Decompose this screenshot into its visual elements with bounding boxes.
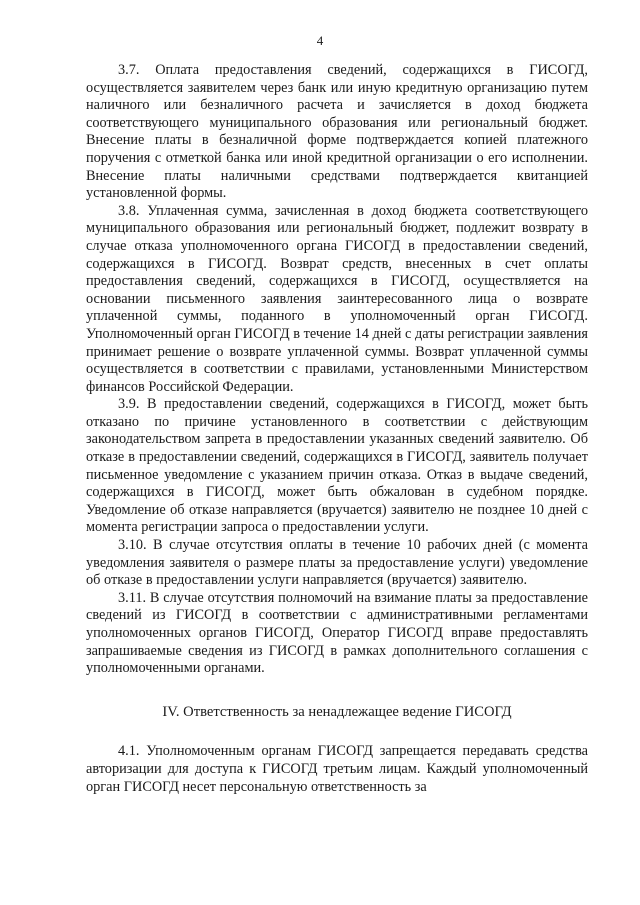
paragraph-3-8: 3.8. Уплаченная сумма, зачисленная в доход бюджета соответствующего муниципального образования или региональный бюджет, подлежит возврату в случае отказа уполномоченного органа ГИСОГД в предоставлении сведений, содержащихся в ГИСОГД. Возврат средств, внесенных в счет оплаты предоставления сведений, содержащихся в ГИСОГД, осуществляется на основании письменного заявления заинтересованного лица о возврате уплаченной суммы, поданного в уполномоченный орган ГИСОГД. Уполномоченный орган ГИСОГД в течение 14 дней с даты регистрации заявления принимает решение о возврате уплаченной суммы. Возврат уплаченной суммы осуществляется в соответствии с правилами, установленными Министерством финансов Российской Федерации. [86, 202, 588, 395]
paragraph-3-10: 3.10. В случае отсутствия оплаты в течение 10 рабочих дней (с момента уведомления заявителя о размере платы за предоставление услуги) уведомление об отказе в предоставлении услуги направляется (вручается) заявителю. [86, 537, 588, 589]
section-heading: IV. Ответственность за ненадлежащее ведение ГИСОГД [162, 703, 512, 720]
paragraph-3-9: 3.9. В предоставлении сведений, содержащихся в ГИСОГД, может быть отказано по причине установленного в соответствии с действующим законодательством запрета в предоставлении указанных сведений заявителю. Об отказе в предоставлении сведений, содержащихся в ГИСОГД, заявитель получает письменное уведомление с указанием причин отказа. Отказ в выдаче сведений, содержащихся в ГИСОГД, может быть обжалован в судебном порядке. Уведомление об отказе направляется (вручается) заявителю не позднее 10 дней с момента регистрации запроса о предоставлении услуги. [86, 396, 588, 536]
paragraph-4-1: 4.1. Уполномоченным органам ГИСОГД запрещается передавать средства авторизации для доступа к ГИСОГД третьим лицам. Каждый уполномоченный орган ГИСОГД несет персональную ответственность за [86, 743, 588, 795]
paragraph-3-11: 3.11. В случае отсутствия полномочий на взимание платы за предоставление сведений из ГИСОГД в соответствии с административными регламентами уполномоченных органов ГИСОГД, Оператор ГИСОГД вправе предоставлять запрашиваемые сведения из ГИСОГД в рамках дополнительного соглашения с уполномоченными органами. [86, 589, 588, 677]
page-number: 4 [316, 33, 324, 48]
document-body [86, 62, 588, 796]
paragraph-3-7: 3.7. Оплата предоставления сведений, содержащихся в ГИСОГД, осуществляется заявителем через банк или иную кредитную организацию путем наличного или безналичного расчета и зачисляется в доход бюджета соответствующего муниципального образования или региональный бюджет. Внесение платы в безналичной форме подтверждается копией платежного поручения с отметкой банка или иной кредитной организации о его исполнении. Внесение платы наличными средствами подтверждается квитанцией установленной формы. [86, 62, 588, 202]
